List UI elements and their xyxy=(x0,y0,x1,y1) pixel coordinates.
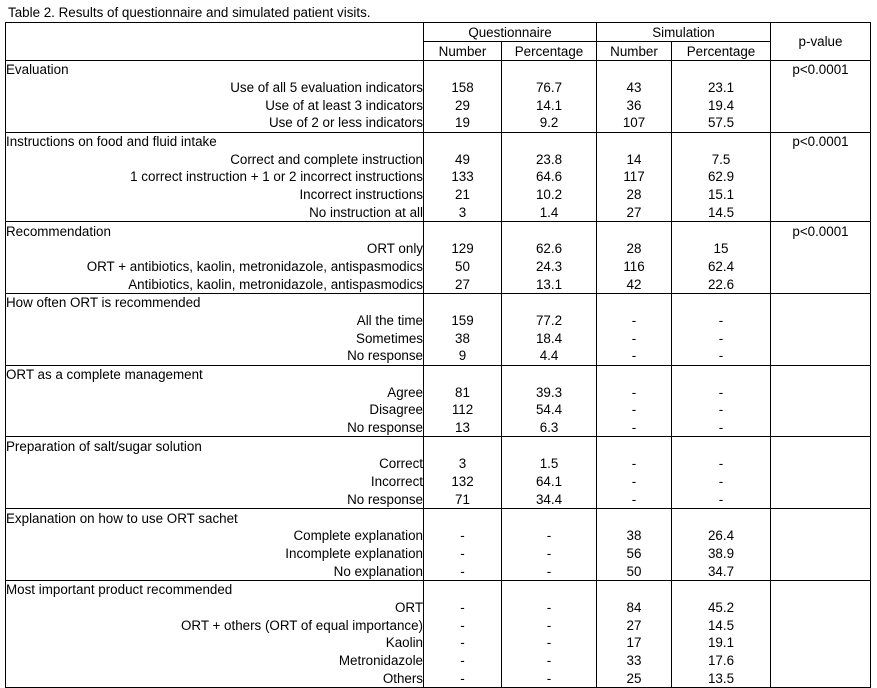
questionnaire-number: 38 xyxy=(424,329,502,347)
table-row xyxy=(6,473,871,491)
row-label: ORT only xyxy=(6,240,424,258)
section-empty-q-percentage xyxy=(502,580,597,598)
section-0 xyxy=(6,61,871,133)
section-empty-s-number xyxy=(597,580,672,598)
questionnaire-number: - xyxy=(424,634,502,652)
p-value-empty xyxy=(771,652,871,670)
simulation-number: - xyxy=(597,455,672,473)
section-empty-q-percentage xyxy=(502,365,597,383)
questionnaire-number: 71 xyxy=(424,491,502,509)
row-label: ORT + antibiotics, kaolin, metronidazole, antispasmodics xyxy=(6,258,424,276)
p-value xyxy=(771,365,871,383)
questionnaire-number: - xyxy=(424,669,502,687)
simulation-number: - xyxy=(597,312,672,330)
questionnaire-percentage: 24.3 xyxy=(502,258,597,276)
section-title: Evaluation xyxy=(6,61,424,79)
section-empty-s-number xyxy=(597,222,672,240)
simulation-number: 28 xyxy=(597,240,672,258)
questionnaire-percentage: 77.2 xyxy=(502,312,597,330)
row-label: 1 correct instruction + 1 or 2 incorrect instructions xyxy=(6,168,424,186)
section-title-row xyxy=(6,437,871,455)
questionnaire-number: 3 xyxy=(424,204,502,222)
section-empty-q-number xyxy=(424,509,502,527)
table-row xyxy=(6,258,871,276)
section-6 xyxy=(6,509,871,581)
row-label: Incorrect xyxy=(6,473,424,491)
questionnaire-percentage: 1.4 xyxy=(502,204,597,222)
section-title-row xyxy=(6,293,871,311)
table-row xyxy=(6,275,871,293)
section-2 xyxy=(6,222,871,294)
results-table xyxy=(5,22,871,688)
row-label: Correct and complete instruction xyxy=(6,150,424,168)
p-value-empty xyxy=(771,562,871,580)
table-row xyxy=(6,562,871,580)
row-label: Complete explanation xyxy=(6,527,424,545)
section-empty-q-percentage xyxy=(502,132,597,150)
simulation-percentage: 15 xyxy=(672,240,771,258)
simulation-percentage: 57.5 xyxy=(672,114,771,132)
section-empty-q-number xyxy=(424,132,502,150)
section-title-row xyxy=(6,580,871,598)
row-label: Metronidazole xyxy=(6,652,424,670)
table-row xyxy=(6,186,871,204)
simulation-number: 33 xyxy=(597,652,672,670)
results-document xyxy=(5,3,870,688)
questionnaire-number: - xyxy=(424,616,502,634)
table-row xyxy=(6,419,871,437)
questionnaire-number: 9 xyxy=(424,347,502,365)
questionnaire-percentage: 76.7 xyxy=(502,79,597,97)
row-label: All the time xyxy=(6,312,424,330)
header-q-number: Number xyxy=(424,42,502,61)
questionnaire-percentage: 23.8 xyxy=(502,150,597,168)
section-empty-s-number xyxy=(597,293,672,311)
header-p-value: p-value xyxy=(771,23,871,61)
table-row xyxy=(6,347,871,365)
section-empty-q-number xyxy=(424,222,502,240)
simulation-percentage: 13.5 xyxy=(672,669,771,687)
row-label: Use of at least 3 indicators xyxy=(6,96,424,114)
section-empty-s-percentage xyxy=(672,132,771,150)
row-label: Disagree xyxy=(6,401,424,419)
simulation-number: 116 xyxy=(597,258,672,276)
simulation-number: 27 xyxy=(597,204,672,222)
row-label: Incomplete explanation xyxy=(6,545,424,563)
simulation-number: 84 xyxy=(597,599,672,617)
table-row xyxy=(6,669,871,687)
p-value xyxy=(771,509,871,527)
section-3 xyxy=(6,293,871,365)
section-empty-q-percentage xyxy=(502,222,597,240)
p-value-empty xyxy=(771,527,871,545)
table-row xyxy=(6,599,871,617)
simulation-percentage: - xyxy=(672,401,771,419)
p-value-empty xyxy=(771,186,871,204)
p-value-empty xyxy=(771,275,871,293)
questionnaire-percentage: 54.4 xyxy=(502,401,597,419)
p-value xyxy=(771,293,871,311)
table-row xyxy=(6,545,871,563)
section-empty-s-percentage xyxy=(672,437,771,455)
header-label-blank-2 xyxy=(6,42,424,61)
simulation-percentage: 62.4 xyxy=(672,258,771,276)
section-empty-s-number xyxy=(597,365,672,383)
simulation-number: 107 xyxy=(597,114,672,132)
questionnaire-percentage: 64.6 xyxy=(502,168,597,186)
simulation-number: 27 xyxy=(597,616,672,634)
questionnaire-number: 49 xyxy=(424,150,502,168)
simulation-percentage: - xyxy=(672,383,771,401)
table-row xyxy=(6,455,871,473)
p-value-empty xyxy=(771,204,871,222)
row-label: Others xyxy=(6,669,424,687)
p-value-empty xyxy=(771,312,871,330)
simulation-number: 43 xyxy=(597,79,672,97)
questionnaire-number: 13 xyxy=(424,419,502,437)
questionnaire-number: 81 xyxy=(424,383,502,401)
section-empty-q-number xyxy=(424,437,502,455)
section-empty-s-percentage xyxy=(672,580,771,598)
p-value-empty xyxy=(771,634,871,652)
questionnaire-percentage: - xyxy=(502,616,597,634)
simulation-number: - xyxy=(597,419,672,437)
simulation-percentage: 38.9 xyxy=(672,545,771,563)
row-label: Use of all 5 evaluation indicators xyxy=(6,79,424,97)
simulation-percentage: 34.7 xyxy=(672,562,771,580)
section-empty-q-number xyxy=(424,365,502,383)
p-value-empty xyxy=(771,455,871,473)
p-value-empty xyxy=(771,473,871,491)
p-value-empty xyxy=(771,599,871,617)
row-label: Agree xyxy=(6,383,424,401)
section-4 xyxy=(6,365,871,437)
questionnaire-number: - xyxy=(424,562,502,580)
questionnaire-percentage: 6.3 xyxy=(502,419,597,437)
table-row xyxy=(6,401,871,419)
questionnaire-percentage: 9.2 xyxy=(502,114,597,132)
row-label: Incorrect instructions xyxy=(6,186,424,204)
table-row xyxy=(6,616,871,634)
p-value-empty xyxy=(771,114,871,132)
table-row xyxy=(6,527,871,545)
questionnaire-percentage: 1.5 xyxy=(502,455,597,473)
row-label: Sometimes xyxy=(6,329,424,347)
simulation-number: 25 xyxy=(597,669,672,687)
simulation-percentage: 45.2 xyxy=(672,599,771,617)
table-row xyxy=(6,329,871,347)
section-empty-q-percentage xyxy=(502,437,597,455)
questionnaire-percentage: 64.1 xyxy=(502,473,597,491)
row-label: ORT xyxy=(6,599,424,617)
table-row xyxy=(6,96,871,114)
row-label: No response xyxy=(6,419,424,437)
table-row xyxy=(6,383,871,401)
questionnaire-percentage: 13.1 xyxy=(502,275,597,293)
section-title-row xyxy=(6,61,871,79)
section-empty-s-percentage xyxy=(672,365,771,383)
section-title: Preparation of salt/sugar solution xyxy=(6,437,424,455)
row-label: Antibiotics, kaolin, metronidazole, antispasmodics xyxy=(6,275,424,293)
simulation-percentage: 14.5 xyxy=(672,616,771,634)
simulation-number: 17 xyxy=(597,634,672,652)
header-s-number: Number xyxy=(597,42,672,61)
simulation-percentage: 7.5 xyxy=(672,150,771,168)
questionnaire-number: 133 xyxy=(424,168,502,186)
questionnaire-number: - xyxy=(424,599,502,617)
simulation-number: 117 xyxy=(597,168,672,186)
row-label: No response xyxy=(6,347,424,365)
section-empty-s-percentage xyxy=(672,61,771,79)
simulation-percentage: - xyxy=(672,312,771,330)
simulation-number: 28 xyxy=(597,186,672,204)
row-label: Use of 2 or less indicators xyxy=(6,114,424,132)
p-value-empty xyxy=(771,401,871,419)
p-value-empty xyxy=(771,150,871,168)
header-s-percentage: Percentage xyxy=(672,42,771,61)
questionnaire-number: 132 xyxy=(424,473,502,491)
section-empty-s-number xyxy=(597,61,672,79)
row-label: No explanation xyxy=(6,562,424,580)
table-row xyxy=(6,79,871,97)
table-caption: Table 2. Results of questionnaire and simulated patient visits. xyxy=(8,5,371,20)
section-7 xyxy=(6,580,871,687)
questionnaire-number: 112 xyxy=(424,401,502,419)
section-empty-s-percentage xyxy=(672,509,771,527)
simulation-percentage: - xyxy=(672,473,771,491)
p-value-empty xyxy=(771,79,871,97)
p-value-empty xyxy=(771,383,871,401)
table-row xyxy=(6,114,871,132)
p-value-empty xyxy=(771,258,871,276)
header-label-blank xyxy=(6,23,424,42)
questionnaire-percentage: - xyxy=(502,634,597,652)
section-empty-s-number xyxy=(597,437,672,455)
section-title: Instructions on food and fluid intake xyxy=(6,132,424,150)
simulation-number: 14 xyxy=(597,150,672,168)
simulation-percentage: 62.9 xyxy=(672,168,771,186)
questionnaire-percentage: 34.4 xyxy=(502,491,597,509)
p-value-empty xyxy=(771,616,871,634)
table-row xyxy=(6,491,871,509)
simulation-number: - xyxy=(597,473,672,491)
section-title-row xyxy=(6,509,871,527)
p-value-empty xyxy=(771,329,871,347)
row-label: No response xyxy=(6,491,424,509)
simulation-number: 38 xyxy=(597,527,672,545)
p-value: p<0.0001 xyxy=(771,132,871,150)
section-empty-s-number xyxy=(597,509,672,527)
section-title: Recommendation xyxy=(6,222,424,240)
table-row xyxy=(6,240,871,258)
questionnaire-percentage: - xyxy=(502,652,597,670)
simulation-percentage: 19.4 xyxy=(672,96,771,114)
p-value-empty xyxy=(771,347,871,365)
questionnaire-number: 19 xyxy=(424,114,502,132)
table-row xyxy=(6,634,871,652)
section-empty-q-percentage xyxy=(502,293,597,311)
questionnaire-number: - xyxy=(424,527,502,545)
section-1 xyxy=(6,132,871,221)
simulation-number: 42 xyxy=(597,275,672,293)
questionnaire-number: 29 xyxy=(424,96,502,114)
section-empty-q-number xyxy=(424,580,502,598)
questionnaire-number: 21 xyxy=(424,186,502,204)
table-row xyxy=(6,168,871,186)
questionnaire-percentage: 39.3 xyxy=(502,383,597,401)
questionnaire-percentage: 10.2 xyxy=(502,186,597,204)
simulation-percentage: 17.6 xyxy=(672,652,771,670)
section-empty-q-percentage xyxy=(502,509,597,527)
table-header xyxy=(6,23,871,61)
questionnaire-number: 27 xyxy=(424,275,502,293)
simulation-number: 36 xyxy=(597,96,672,114)
simulation-number: - xyxy=(597,491,672,509)
table-row xyxy=(6,652,871,670)
simulation-percentage: - xyxy=(672,347,771,365)
header-q-percentage: Percentage xyxy=(502,42,597,61)
row-label: Correct xyxy=(6,455,424,473)
section-empty-s-number xyxy=(597,132,672,150)
section-title: Most important product recommended xyxy=(6,580,424,598)
simulation-percentage: - xyxy=(672,419,771,437)
simulation-percentage: - xyxy=(672,455,771,473)
simulation-percentage: 22.6 xyxy=(672,275,771,293)
row-label: Kaolin xyxy=(6,634,424,652)
questionnaire-number: 159 xyxy=(424,312,502,330)
simulation-number: - xyxy=(597,347,672,365)
header-simulation: Simulation xyxy=(597,23,771,42)
simulation-number: 50 xyxy=(597,562,672,580)
section-empty-s-percentage xyxy=(672,222,771,240)
simulation-percentage: - xyxy=(672,329,771,347)
simulation-percentage: 19.1 xyxy=(672,634,771,652)
questionnaire-percentage: - xyxy=(502,562,597,580)
p-value-empty xyxy=(771,168,871,186)
questionnaire-percentage: - xyxy=(502,599,597,617)
simulation-number: - xyxy=(597,383,672,401)
questionnaire-number: - xyxy=(424,545,502,563)
row-label: No instruction at all xyxy=(6,204,424,222)
p-value-empty xyxy=(771,419,871,437)
simulation-number: 56 xyxy=(597,545,672,563)
questionnaire-number: 3 xyxy=(424,455,502,473)
p-value: p<0.0001 xyxy=(771,222,871,240)
questionnaire-number: 158 xyxy=(424,79,502,97)
simulation-number: - xyxy=(597,401,672,419)
questionnaire-number: 129 xyxy=(424,240,502,258)
p-value-empty xyxy=(771,491,871,509)
simulation-percentage: 14.5 xyxy=(672,204,771,222)
section-empty-q-number xyxy=(424,61,502,79)
section-title-row xyxy=(6,365,871,383)
section-5 xyxy=(6,437,871,509)
p-value-empty xyxy=(771,96,871,114)
section-empty-q-number xyxy=(424,293,502,311)
section-empty-q-percentage xyxy=(502,61,597,79)
table-row xyxy=(6,204,871,222)
questionnaire-percentage: 18.4 xyxy=(502,329,597,347)
simulation-percentage: 26.4 xyxy=(672,527,771,545)
table-row xyxy=(6,312,871,330)
questionnaire-percentage: - xyxy=(502,527,597,545)
section-title: Explanation on how to use ORT sachet xyxy=(6,509,424,527)
questionnaire-number: - xyxy=(424,652,502,670)
table-row xyxy=(6,150,871,168)
questionnaire-percentage: 62.6 xyxy=(502,240,597,258)
section-title-row xyxy=(6,222,871,240)
p-value xyxy=(771,437,871,455)
simulation-percentage: - xyxy=(672,491,771,509)
section-empty-s-percentage xyxy=(672,293,771,311)
simulation-percentage: 15.1 xyxy=(672,186,771,204)
p-value-empty xyxy=(771,545,871,563)
section-title-row xyxy=(6,132,871,150)
p-value-empty xyxy=(771,669,871,687)
simulation-percentage: 23.1 xyxy=(672,79,771,97)
questionnaire-percentage: - xyxy=(502,545,597,563)
questionnaire-percentage: 14.1 xyxy=(502,96,597,114)
p-value: p<0.0001 xyxy=(771,61,871,79)
row-label: ORT + others (ORT of equal importance) xyxy=(6,616,424,634)
questionnaire-percentage: 4.4 xyxy=(502,347,597,365)
p-value-empty xyxy=(771,240,871,258)
simulation-number: - xyxy=(597,329,672,347)
questionnaire-percentage: - xyxy=(502,669,597,687)
section-title: How often ORT is recommended xyxy=(6,293,424,311)
header-questionnaire: Questionnaire xyxy=(424,23,597,42)
questionnaire-number: 50 xyxy=(424,258,502,276)
section-title: ORT as a complete management xyxy=(6,365,424,383)
p-value xyxy=(771,580,871,598)
